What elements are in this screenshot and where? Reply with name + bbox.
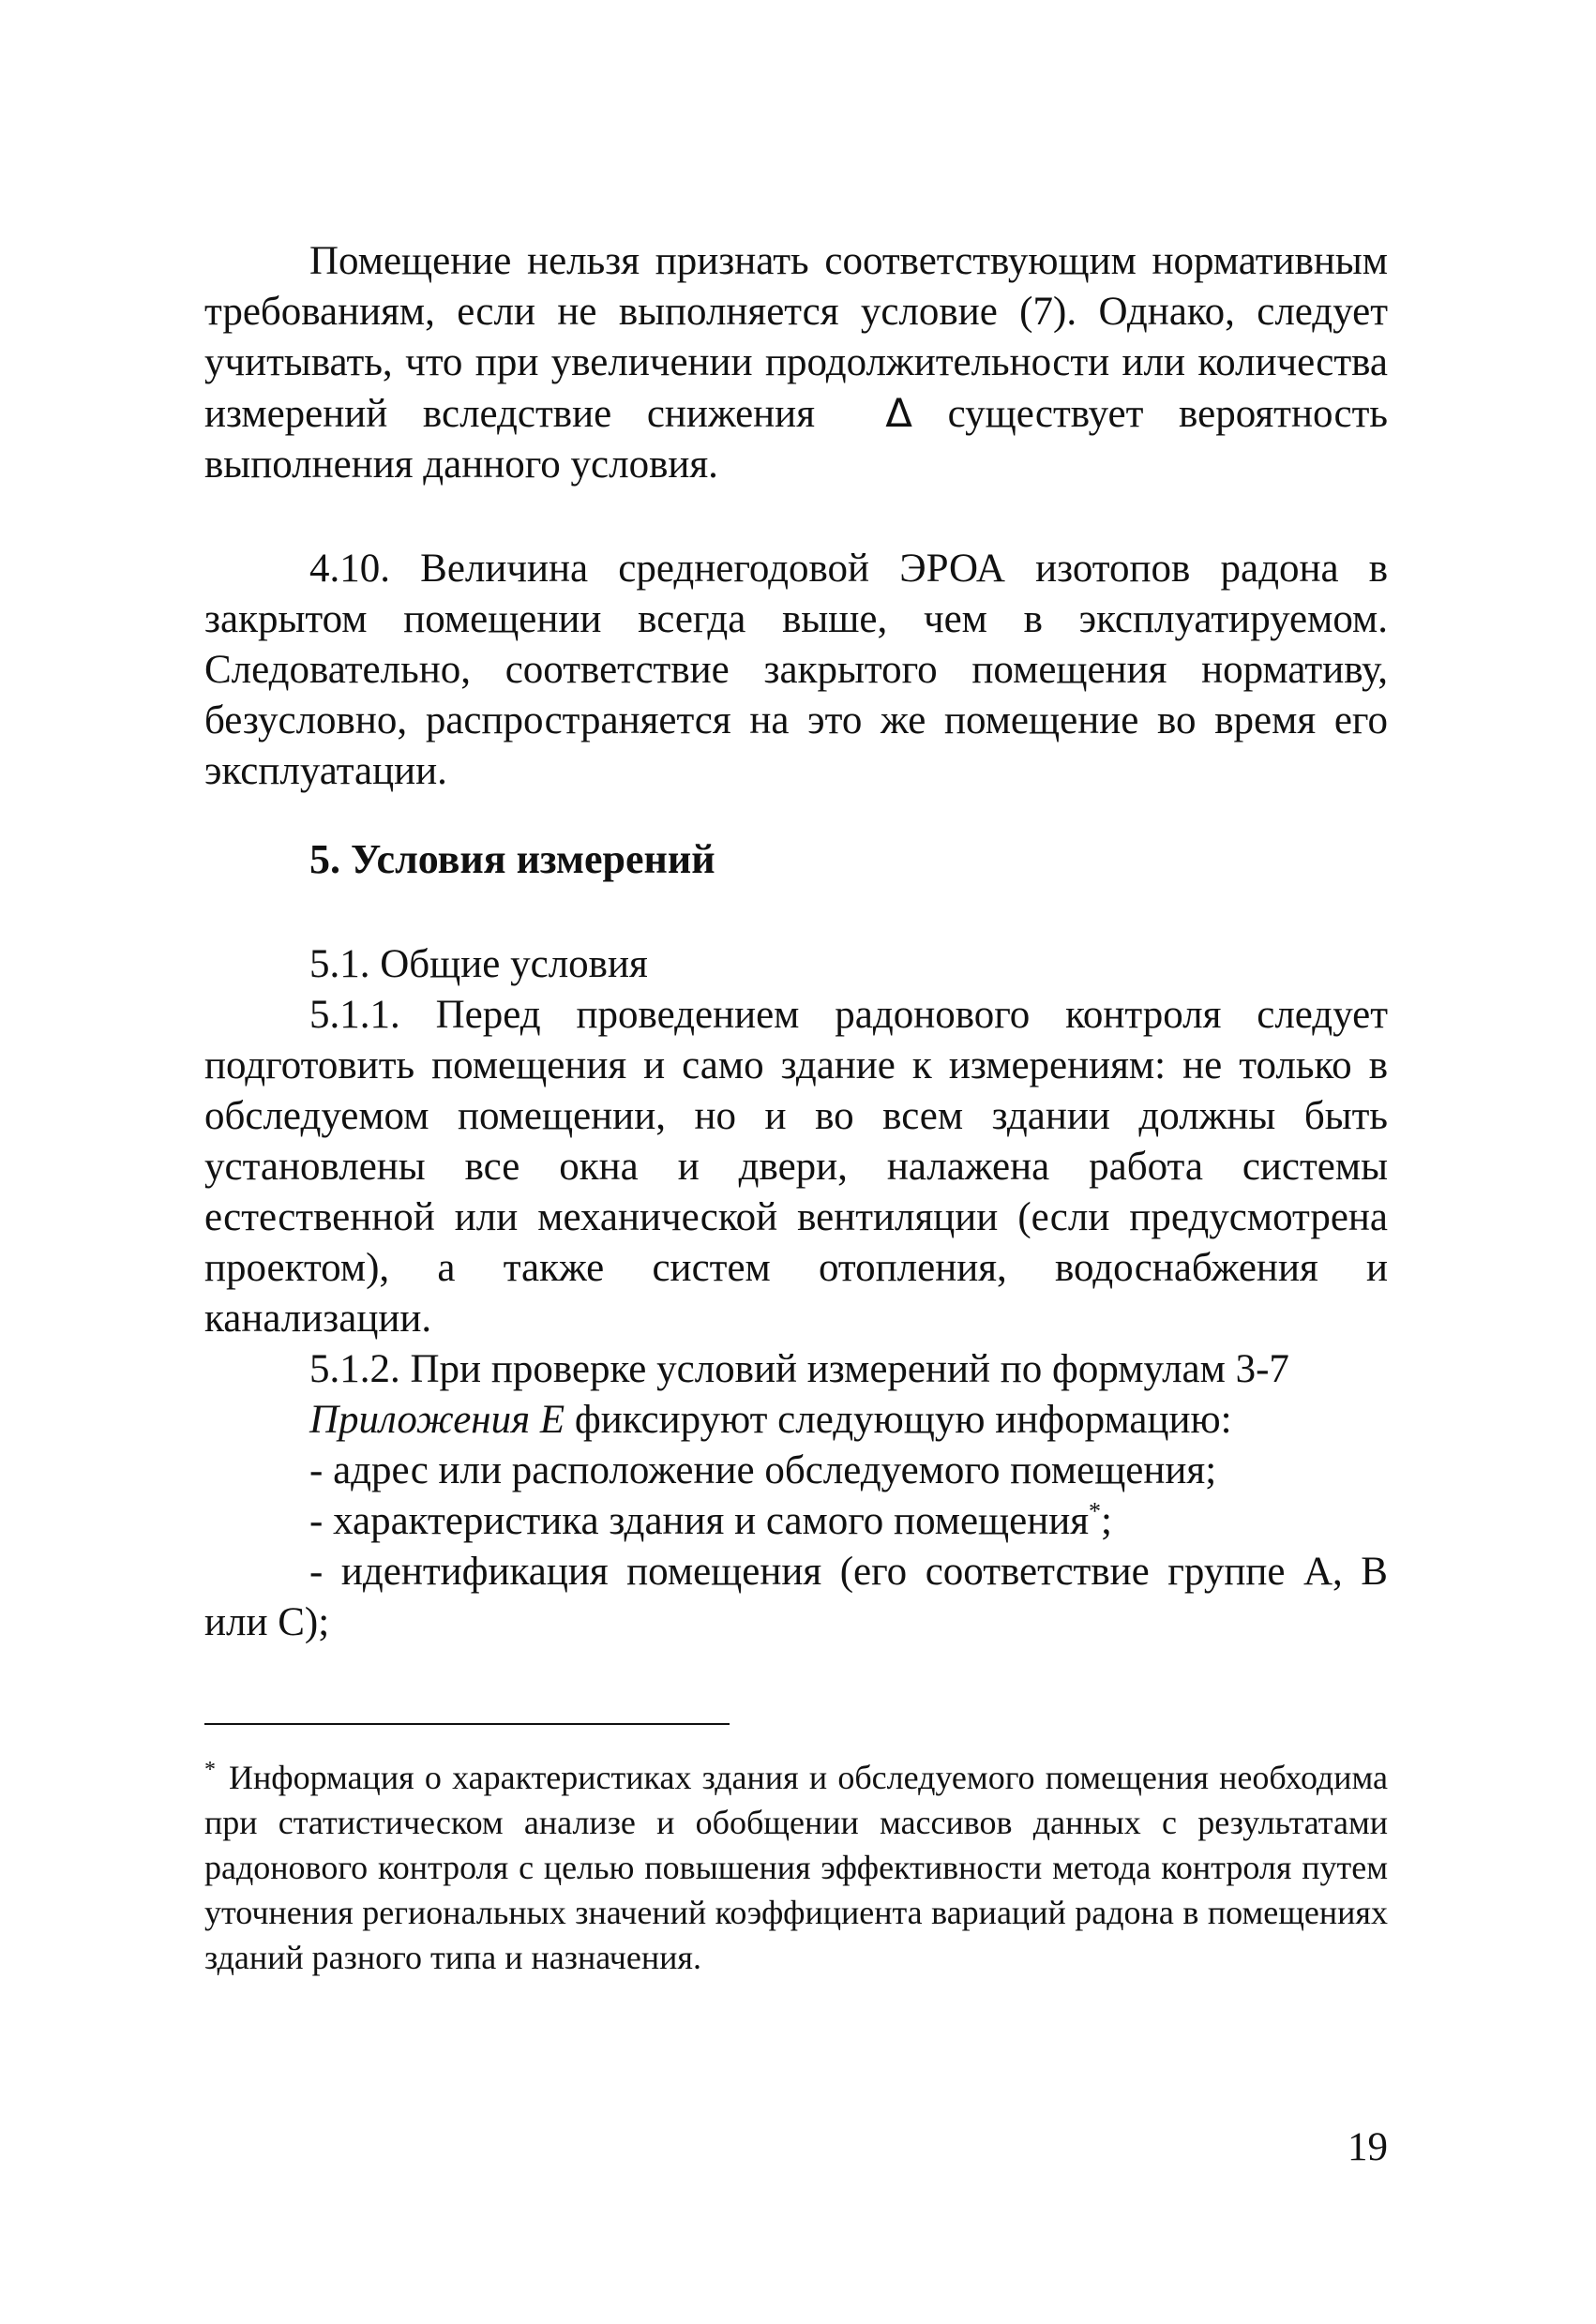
delta-symbol: Δ: [885, 390, 912, 436]
paragraph-5-1-1: 5.1.1. Перед проведением радонового контроля следует подготовить помещения и само здание к измерениям: не только в обследуемом помещении, но и во всем здании должны быть установлены все окна и двери, налажена работа системы естественной или механической вентиляции (если предусмотрена проектом), а также систем отопления, водоснабжения и канализации.: [204, 993, 1388, 1341]
paragraph-intro: [204, 236, 1388, 490]
footnote-text: Информация о характеристиках здания и обследуемого помещения необходима при статистическом анализе и обобщении массивов данных с результатами радонового контроля с целью повышения эффективности метода контроля путем уточнения региональных значений коэффициента вариаций радона в помещениях зданий разного типа и назначения.: [204, 1759, 1388, 1976]
appendix-reference: Приложения Е: [309, 1398, 565, 1442]
subsection-title: 5.1. Общие условия: [309, 942, 648, 986]
section-heading-block: [204, 834, 1388, 885]
list-item-characteristics-text: - характеристика здания и самого помещения: [309, 1499, 1090, 1543]
paragraph-intro-text-end: существует вероятность выполнения данного условия.: [204, 392, 1389, 487]
footnote: [204, 1755, 1388, 1980]
paragraph-5-1-2-line2: [204, 1395, 1388, 1446]
paragraph-4-10-block: [204, 544, 1388, 797]
section-heading: 5. Условия измерений: [309, 836, 715, 882]
paragraph-intro-block: [204, 236, 1388, 490]
list-item-characteristics-end: ;: [1101, 1499, 1112, 1543]
footnote-reference-mark: *: [1089, 1497, 1102, 1525]
paragraph-4-10: 4.10. Величина среднегодовой ЭРОА изотопов радона в закрытом помещении всегда выше, чем в эксплуатируемом. Следовательно, соответствие закрытого помещения нормативу, безусловно, распространяется на это же помещение во время его эксплуатации.: [204, 547, 1388, 793]
footnote-separator: [204, 1723, 730, 1725]
paragraph-5-1-2-rest: фиксируют следующую информацию:: [574, 1398, 1232, 1442]
paragraph-5-1-2-line1: 5.1.2. При проверке условий измерений по формулам 3-7: [309, 1347, 1289, 1391]
footnote-mark: *: [204, 1758, 216, 1782]
section-5-1-block: [204, 939, 1388, 1648]
list-item-characteristics: [204, 1496, 1388, 1547]
list-item-identification: - идентификация помещения (его соответствие группе А, В или С);: [204, 1550, 1388, 1644]
page-number: 19: [1348, 2125, 1388, 2169]
paragraph-intro-text: Помещение нельзя признать соответствующим нормативным требованиям, если не выполняется условие (7). Однако, следует учитывать, что при увеличении продолжительности или количества измерений вследствие снижения: [204, 239, 1388, 436]
list-item-address: - адрес или расположение обследуемого помещения;: [309, 1448, 1217, 1492]
